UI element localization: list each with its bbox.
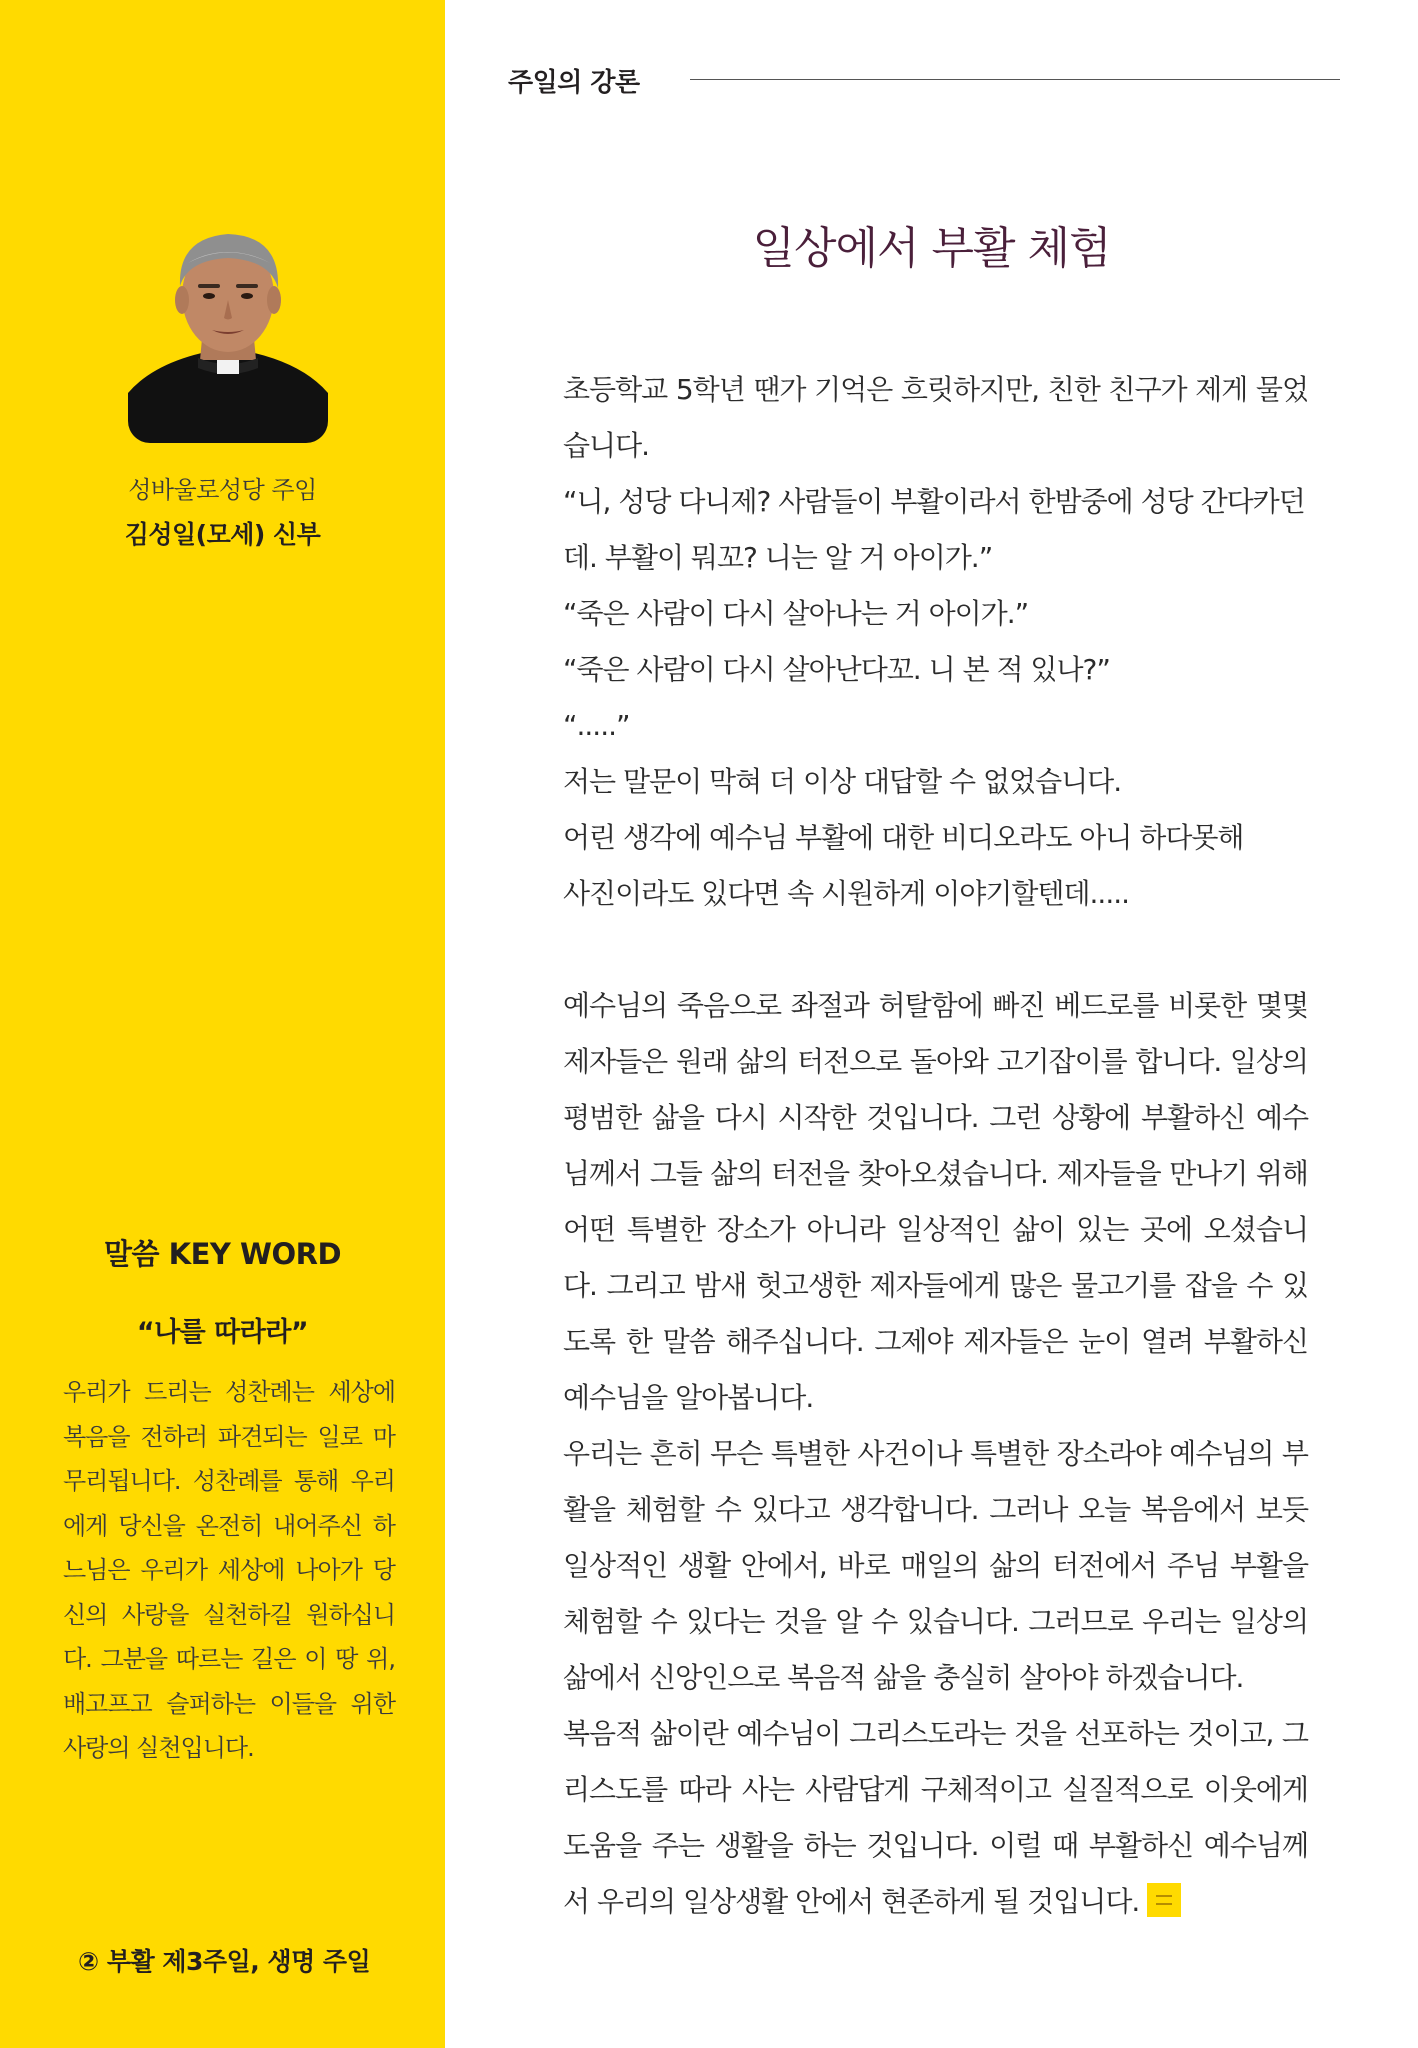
paragraph-text: 복음적 삶이란 예수님이 그리스도라는 것을 선포하는 것이고, 그리스도를 따라 사는 사람답게 구체적이고 실질적으로 이웃에게 도움을 주는 생활을 하는 것입니다. 이럴 때 부활하신 예수님께서 우리의 일상생활 안에서 현존하게 될 것입니다. xyxy=(563,1717,1308,1918)
dialogue-line: “니, 성당 다니제? 사람들이 부활이라서 한밤중에 성당 간다카던데. 부활이 뭐꼬? 니는 알 거 아이가.” xyxy=(563,485,1305,574)
author-portrait xyxy=(128,208,328,443)
dialogue-line: “.....” xyxy=(563,709,630,742)
paragraph-gap xyxy=(563,922,1308,978)
section-label: 주일의 강론 xyxy=(508,68,640,98)
dialogue-line: “죽은 사람이 다시 살아나는 거 아이가.” xyxy=(563,597,1029,630)
paragraph xyxy=(563,1706,1308,1930)
keyword-heading: 말씀 KEY WORD xyxy=(103,1237,342,1271)
article-title: 일상에서 부활 체험 xyxy=(752,223,1111,274)
paragraph: 예수님의 죽음으로 좌절과 허탈함에 빠진 베드로를 비롯한 몇몇 제자들은 원래 삶의 터전으로 돌아와 고기잡이를 합니다. 일상의 평범한 삶을 다시 시작한 것입니다. 그런 상황에 부활하신 예수님께서 그들 삶의 터전을 찾아오셨습니다. 제자들을 만나기 위해 어떤 특별한 장소가 아니라 일상적인 삶이 있는 곳에 오셨습니다. 그리고 밤새 헛고생한 제자들에게 많은 물고기를 잡을 수 있도록 한 말씀 해주십니다. 그제야 제자들은 눈이 열려 부활하신 예수님을 알아봅니다. xyxy=(563,989,1308,1414)
section-divider xyxy=(690,79,1340,80)
article-body xyxy=(563,362,1308,1930)
paragraph: 우리는 흔히 무슨 특별한 사건이나 특별한 장소라야 예수님의 부활을 체험할 수 있다고 생각합니다. 그러나 오늘 복음에서 보듯 일상적인 생활 안에서, 바로 매일의 삶의 터전에서 주님 부활을 체험할 수 있다는 것을 알 수 있습니다. 그러므로 우리는 일상의 삶에서 신앙인으로 복음적 삶을 충실히 살아야 하겠습니다. xyxy=(563,1437,1308,1694)
paragraph: 초등학교 5학년 땐가 기억은 흐릿하지만, 친한 친구가 제게 물었습니다. xyxy=(563,373,1308,462)
sidebar xyxy=(0,0,445,2048)
author-name: 김성일(모세) 신부 xyxy=(124,520,321,549)
end-mark-icon xyxy=(1147,1883,1181,1917)
paragraph: 어린 생각에 예수님 부활에 대한 비디오라도 아니 하다못해 xyxy=(563,821,1244,854)
keyword-quote: “나를 따라라” xyxy=(136,1317,309,1348)
paragraph: 사진이라도 있다면 속 시원하게 이야기할텐데..... xyxy=(563,877,1130,910)
dialogue-line: “죽은 사람이 다시 살아난다꼬. 니 본 적 있나?” xyxy=(563,653,1110,686)
page-footer-label: ② 부활 제3주일, 생명 주일 xyxy=(78,1947,371,1976)
author-role: 성바울로성당 주임 xyxy=(128,476,317,504)
keyword-body: 우리가 드리는 성찬례는 세상에 복음을 전하러 파견되는 일로 마무리됩니다. 성찬례를 통해 우리에게 당신을 온전히 내어주신 하느님은 우리가 세상에 나아가 당신의 사랑을 실천하길 원하십니다. 그분을 따르는 길은 이 땅 위, 배고프고 슬퍼하는 이들을 위한 사랑의 실천입니다. xyxy=(63,1378,395,1762)
paragraph: 저는 말문이 막혀 더 이상 대답할 수 없었습니다. xyxy=(563,765,1122,798)
